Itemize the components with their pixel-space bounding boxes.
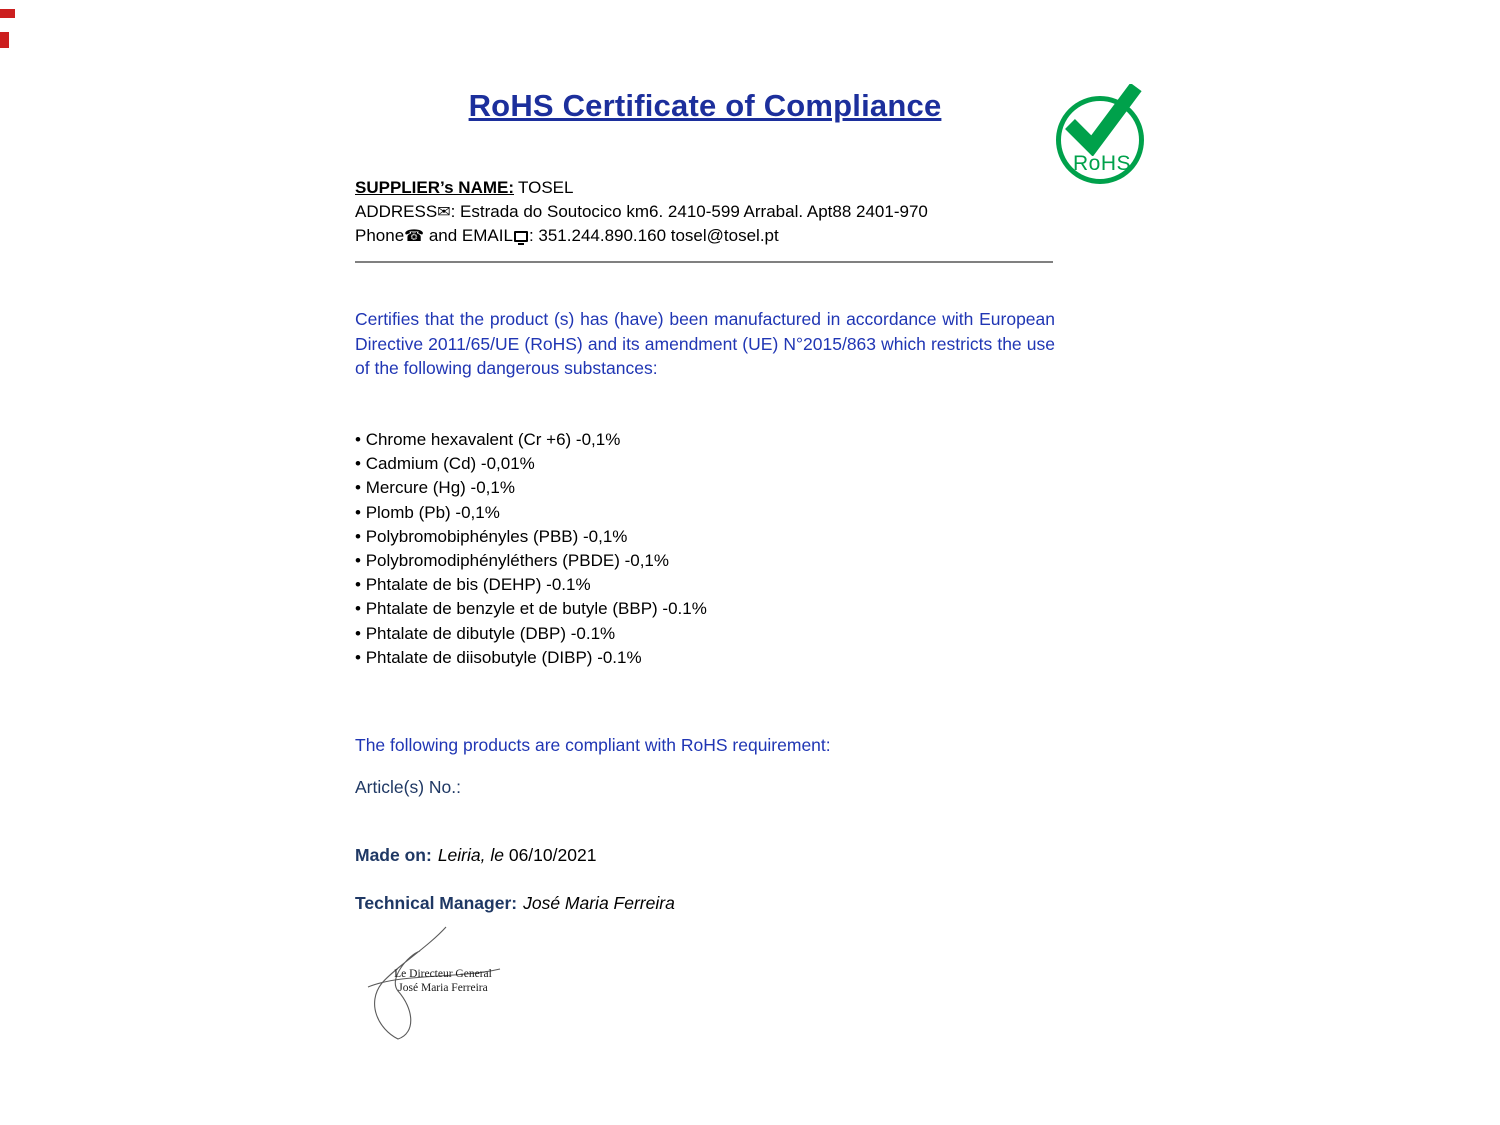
- supplier-contact-row: [355, 224, 1075, 248]
- signature-block: [358, 925, 508, 1045]
- made-on-row: [355, 845, 1075, 866]
- substance-item: • Mercure (Hg) -0,1%: [355, 476, 1075, 500]
- checkmark-icon: [1064, 84, 1142, 156]
- substance-item: • Cadmium (Cd) -0,01%: [355, 452, 1075, 476]
- made-on-place: Leiria, le: [437, 845, 504, 865]
- supplier-name-row: [355, 176, 1075, 200]
- substance-item: • Phtalate de benzyle et de butyle (BBP) -0.1%: [355, 597, 1075, 621]
- substance-item: • Polybromodiphényléthers (PBDE) -0,1%: [355, 549, 1075, 573]
- products-compliant-line: The following products are compliant with RoHS requirement:: [355, 735, 831, 755]
- rohs-logo-label: RoHS: [1072, 152, 1132, 175]
- compliance-statement: Certifies that the product (s) has (have) been manufactured in accordance with European Directive 2011/65/UE (RoHS) and its amendment (UE) N°2015/863 which restricts the use of the following dangerous substances:: [355, 309, 1055, 378]
- supplier-name-value: TOSEL: [518, 178, 574, 197]
- supplier-block: [355, 176, 1075, 248]
- signature-line2: José Maria Ferreira: [398, 982, 488, 994]
- address-label: ADDRESS: [355, 202, 438, 221]
- substance-item: • Phtalate de dibutyle (DBP) -0.1%: [355, 622, 1075, 646]
- substance-item: • Chrome hexavalent (Cr +6) -0,1%: [355, 428, 1075, 452]
- horizontal-divider: [355, 261, 1053, 263]
- signature-text: [378, 967, 508, 995]
- scan-artifact: [0, 9, 15, 18]
- rohs-logo: [1054, 84, 1150, 184]
- signature-line1: Le Directeur General: [394, 968, 492, 980]
- computer-icon: [514, 231, 528, 242]
- scan-artifact: [0, 32, 9, 48]
- made-on-date: 06/10/2021: [508, 845, 597, 865]
- article-number-line: Article(s) No.:: [355, 777, 461, 797]
- substance-item: • Phtalate de diisobutyle (DIBP) -0.1%: [355, 646, 1075, 670]
- address-value: : Estrada do Soutocico km6. 2410-599 Arrabal. Apt88 2401-970: [450, 202, 928, 221]
- made-on-label: Made on:: [355, 845, 432, 865]
- phone-label: Phone: [355, 226, 405, 245]
- substance-item: • Phtalate de bis (DEHP) -0.1%: [355, 573, 1075, 597]
- email-label: and EMAIL: [428, 226, 513, 245]
- supplier-name-label: SUPPLIER’s NAME:: [355, 178, 515, 197]
- technical-manager-label: Technical Manager:: [355, 893, 518, 913]
- supplier-address-row: [355, 200, 1075, 224]
- page-title: RoHS Certificate of Compliance: [468, 88, 942, 123]
- technical-manager-value: José Maria Ferreira: [523, 893, 675, 913]
- technical-manager-row: [355, 893, 1075, 914]
- phone-icon: ☎: [404, 226, 425, 245]
- substances-list: [355, 428, 1075, 670]
- contact-value: : 351.244.890.160 tosel@tosel.pt: [528, 226, 779, 245]
- substance-item: • Plomb (Pb) -0,1%: [355, 501, 1075, 525]
- envelope-icon: ✉: [437, 202, 451, 221]
- substance-item: • Polybromobiphényles (PBB) -0,1%: [355, 525, 1075, 549]
